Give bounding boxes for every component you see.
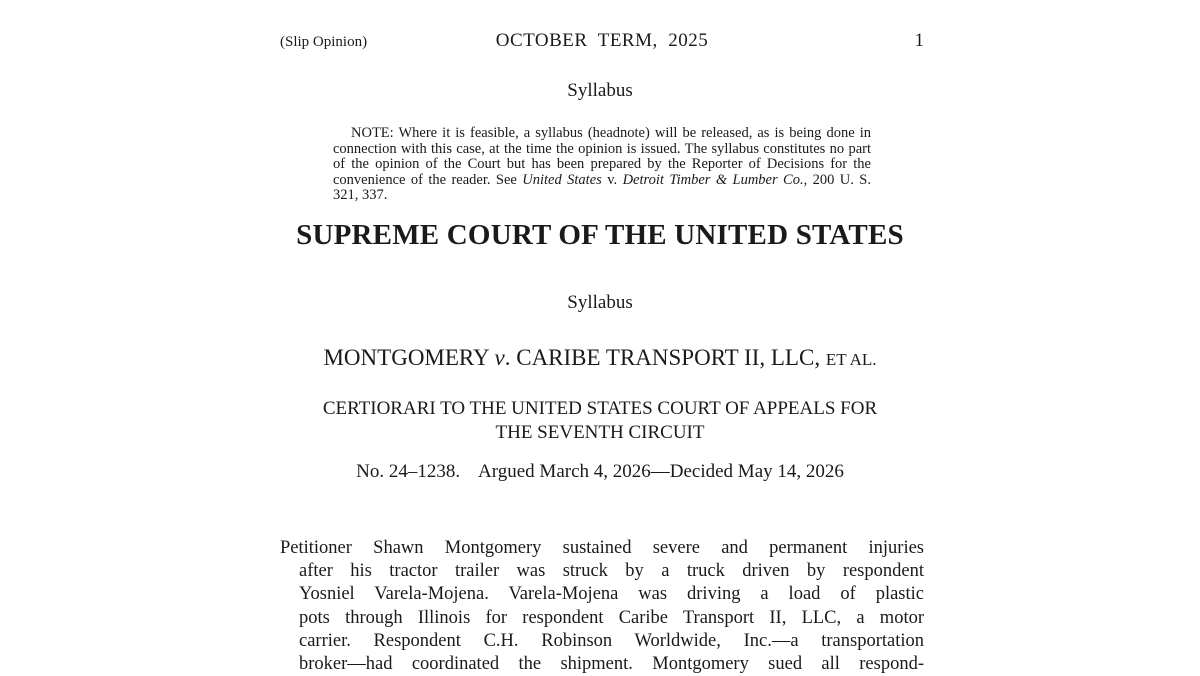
court-title: SUPREME COURT OF THE UNITED STATES [296,219,904,251]
argued-decided-dates: Argued March 4, 2026—Decided May 14, 2026 [478,461,844,482]
term-heading: OCTOBER TERM, 2025 [495,30,709,51]
certiorari-heading [0,397,1200,445]
body-line: broker—had coordinated the shipment. Montgomery sued all respond- [299,654,924,675]
body-line: Yosniel Varela-Mojena. Varela-Mojena was driving a load of plastic [299,584,924,605]
body-line: after his tractor trailer was struck by a truck driven by respondent [299,561,924,582]
reporter-note [333,126,871,204]
body-line: Petitioner Shawn Montgomery sustained severe and permanent injuries [280,538,924,558]
note-versus: v. [601,171,623,188]
syllabus-paragraph [280,537,924,676]
case-versus: v [494,345,505,370]
note-case-2: Detroit Timber & Lumber Co., [622,171,808,188]
running-head [280,30,924,54]
case-petitioner: MONTGOMERY [323,345,495,370]
case-et-al: ET AL. [825,350,877,369]
slip-opinion-label: (Slip Opinion) [280,34,368,50]
note-case-1: United States [522,171,602,188]
syllabus-heading: Syllabus [567,80,633,101]
note-citation: 200 U. S. 321, 337. [333,171,871,203]
docket-number: No. 24–1238. [356,461,461,482]
certiorari-line-1: CERTIORARI TO THE UNITED STATES COURT OF APPEALS FOR [322,398,878,419]
page-number: 1 [914,30,924,51]
docket-line [0,461,1200,483]
syllabus-heading-2: Syllabus [567,292,633,313]
certiorari-line-2: THE SEVENTH CIRCUIT [495,422,705,443]
note-text: NOTE: Where it is feasible, a syllabus (headnote) will be released, as is being done in connection with this case, at the time the opinion is issued. The syllabus constitutes no part of the opinion of the Court but has been prepared by the Reporter of Decisions for the convenience of the reader. See [333,125,871,188]
case-respondent: . CARIBE TRANSPORT II, LLC, [504,345,826,370]
body-line: carrier. Respondent C.H. Robinson Worldwide, Inc.—a transportation [299,630,924,651]
body-line: pots through Illinois for respondent Caribe Transport II, LLC, a motor [299,607,924,628]
case-name [0,345,1200,371]
